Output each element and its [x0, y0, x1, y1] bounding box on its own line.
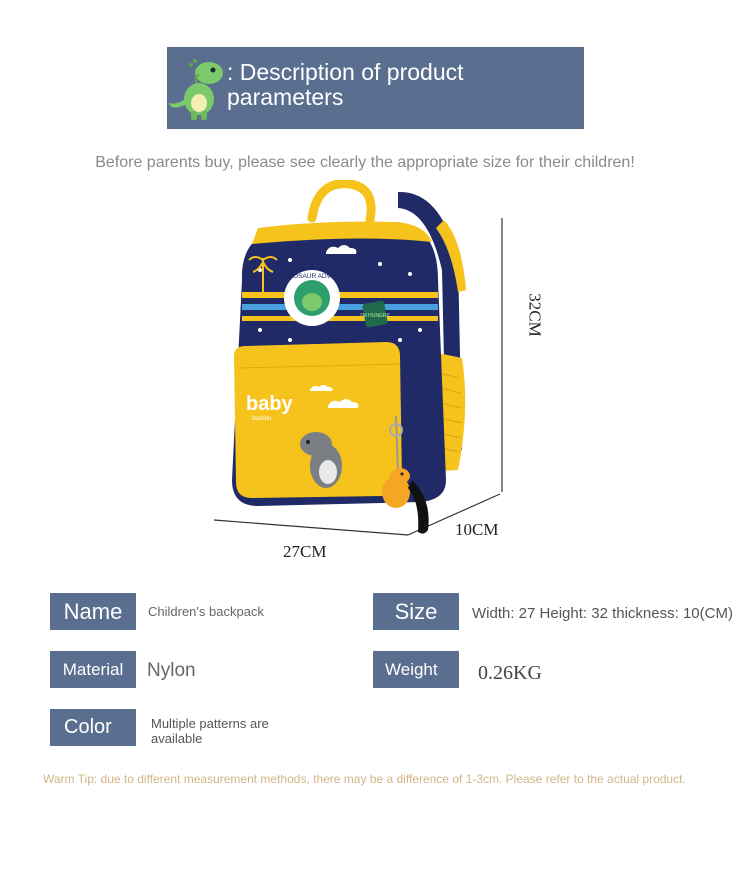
height-dimension: 32CM: [525, 293, 545, 337]
badge-text: TYRANNOSAUR ADVENTURE: [266, 273, 358, 280]
depth-dimension: 10CM: [455, 520, 499, 539]
weight-value: 0.26KG: [478, 662, 542, 684]
banner-title: : Description of product parameters: [227, 59, 464, 110]
pocket-text: baby: [246, 393, 293, 415]
name-label: Name: [50, 593, 136, 630]
material-value: Nylon: [147, 660, 196, 681]
size-label: Size: [373, 593, 459, 630]
size-value: Width: 27 Height: 32 thickness: 10(CM): [472, 605, 733, 622]
header-banner: [167, 47, 584, 129]
patch-text: I'M HUNGRY: [360, 313, 390, 319]
width-dimension: 27CM: [283, 542, 327, 561]
color-value: Multiple patterns are available: [151, 716, 269, 746]
pocket-subtext: fashion: [252, 416, 272, 422]
name-value: Children's backpack: [148, 604, 264, 619]
warm-tip: Warm Tip: due to different measurement methods, there may be a difference of 1-3cm. Please refer to the actual product.: [43, 772, 686, 786]
weight-label: Weight: [373, 651, 459, 688]
dinosaur-icon: [167, 55, 229, 121]
page-subtitle: Before parents buy, please see clearly the appropriate size for their children!: [95, 154, 635, 171]
color-label: Color: [50, 709, 136, 746]
backpack-illustration: [200, 180, 540, 570]
material-label: Material: [50, 651, 136, 688]
